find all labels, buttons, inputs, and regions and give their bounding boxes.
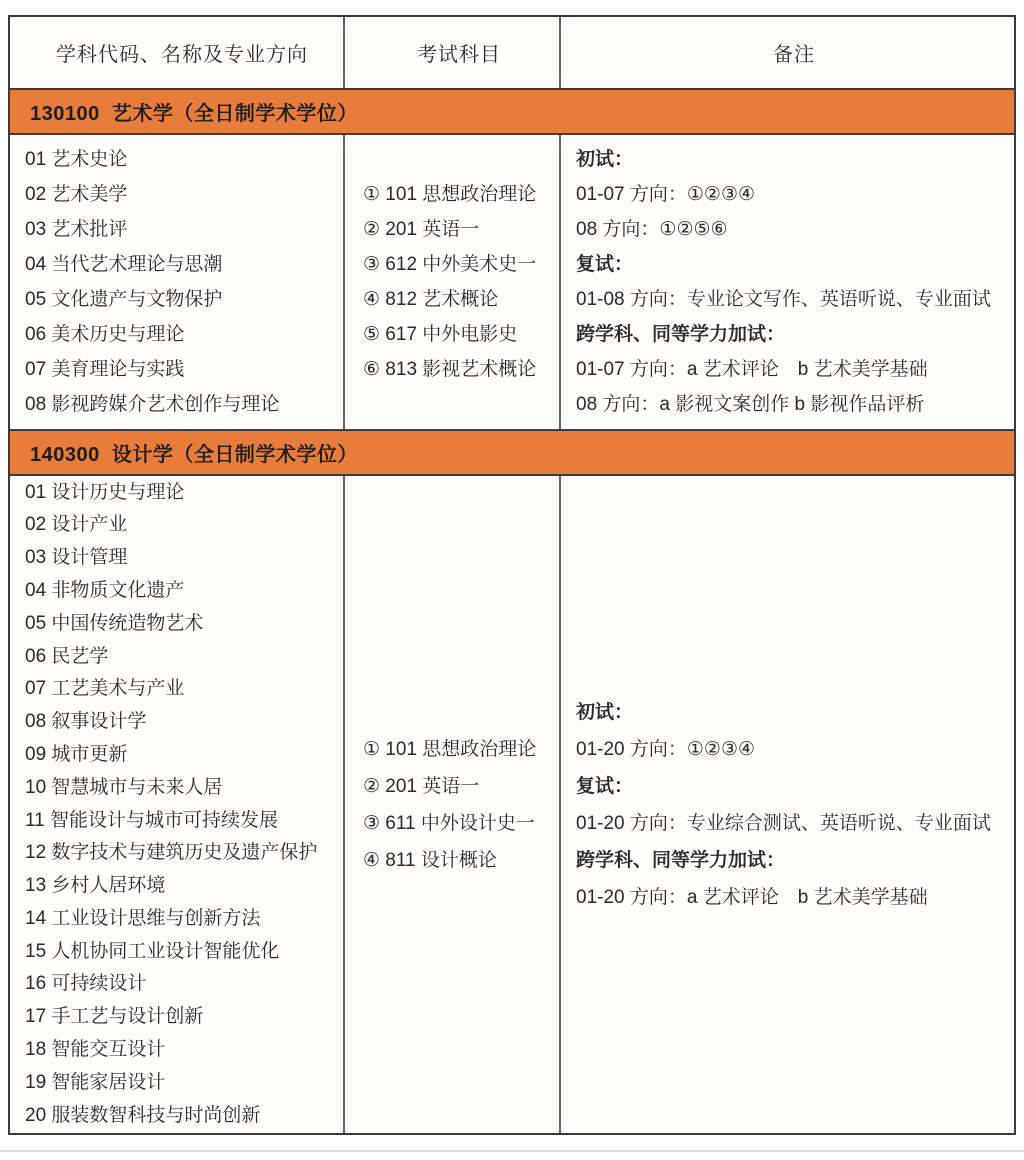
remark-line: 08 方向：①②⑤⑥ — [576, 219, 728, 240]
direction-item: 04 非物质文化遗产 — [25, 579, 185, 601]
exam-subject-item: ⑤ 617 中外电影史 — [363, 324, 518, 345]
remark-line: 01-08 方向：专业论文写作、英语听说、专业面试 — [576, 289, 991, 310]
direction-item: 14 工业设计思维与创新方法 — [25, 907, 261, 929]
subjects-cell-130100 — [345, 135, 561, 429]
remark-label: 初试： — [576, 149, 634, 170]
section-band-130100: 130100 艺术学（全日制学术学位） — [10, 88, 1014, 135]
directions-cell-140300 — [10, 476, 345, 1133]
direction-item: 16 可持续设计 — [25, 973, 147, 995]
remark-label: 复试： — [576, 254, 634, 275]
direction-item: 03 设计管理 — [25, 547, 128, 569]
remark-line: 01-07 方向：a 艺术评论 b 艺术美学基础 — [576, 359, 928, 380]
section-body-140300 — [10, 476, 1014, 1133]
remark-label: 跨学科、同等学力加试： — [576, 324, 786, 345]
exam-subject-item: ③ 612 中外美术史一 — [363, 254, 537, 275]
direction-item: 15 人机协同工业设计智能优化 — [25, 940, 280, 962]
exam-subject-item: ② 201 英语一 — [363, 219, 480, 240]
direction-item: 09 城市更新 — [25, 743, 128, 765]
subjects-cell-140300 — [345, 476, 561, 1133]
direction-item: 04 当代艺术理论与思潮 — [25, 254, 223, 275]
remark-label: 跨学科、同等学力加试： — [576, 849, 786, 871]
direction-item: 02 设计产业 — [25, 514, 128, 536]
exam-subject-item: ④ 812 艺术概论 — [363, 289, 499, 310]
direction-item: 11 智能设计与城市可持续发展 — [25, 809, 279, 831]
admissions-table — [8, 15, 1016, 1135]
direction-item: 08 叙事设计学 — [25, 711, 147, 733]
section-body-130100 — [10, 135, 1014, 429]
direction-item: 01 设计历史与理论 — [25, 481, 185, 503]
remark-line: 01-20 方向：专业综合测试、英语听说、专业面试 — [576, 812, 991, 834]
remark-line: 08 方向：a 影视文案创作 b 影视作品评析 — [576, 394, 925, 415]
direction-item: 03 艺术批评 — [25, 219, 128, 240]
remarks-cell-130100 — [561, 135, 1014, 429]
remark-label: 初试： — [576, 701, 634, 723]
remarks-cell-140300 — [561, 476, 1014, 1133]
direction-item: 19 智能家居设计 — [25, 1071, 166, 1093]
exam-subject-item: ③ 611 中外设计史一 — [363, 812, 535, 834]
direction-item: 02 艺术美学 — [25, 184, 128, 205]
page-edge-line — [0, 1150, 1024, 1152]
exam-subject-item: ② 201 英语一 — [363, 775, 480, 797]
exam-subject-item: ④ 811 设计概论 — [363, 849, 497, 871]
direction-item: 12 数字技术与建筑历史及遗产保护 — [25, 842, 318, 864]
remark-line: 01-20 方向：①②③④ — [576, 738, 756, 760]
direction-item: 07 美育理论与实践 — [25, 359, 185, 380]
direction-item: 13 乡村人居环境 — [25, 875, 166, 897]
direction-item: 20 服装数智科技与时尚创新 — [25, 1104, 261, 1126]
direction-item: 05 文化遗产与文物保护 — [25, 289, 223, 310]
direction-item: 08 影视跨媒介艺术创作与理论 — [25, 394, 280, 415]
exam-subject-item: ① 101 思想政治理论 — [363, 738, 537, 760]
table-header-row — [10, 17, 1014, 88]
direction-item: 06 民艺学 — [25, 645, 109, 667]
section-band-140300: 140300 设计学（全日制学术学位） — [10, 429, 1014, 476]
direction-item: 07 工艺美术与产业 — [25, 678, 185, 700]
col-header-program: 学科代码、名称及专业方向 — [10, 17, 345, 88]
direction-item: 18 智能交互设计 — [25, 1039, 166, 1061]
direction-item: 05 中国传统造物艺术 — [25, 612, 204, 634]
remark-label: 复试： — [576, 775, 634, 797]
col-header-remarks: 备注 — [773, 44, 815, 66]
directions-cell-130100 — [10, 135, 345, 429]
direction-item: 06 美术历史与理论 — [25, 324, 185, 345]
remark-line: 01-20 方向：a 艺术评论 b 艺术美学基础 — [576, 886, 928, 908]
exam-subject-item: ⑥ 813 影视艺术概论 — [363, 359, 537, 380]
direction-item: 01 艺术史论 — [25, 149, 128, 170]
col-header-exam-subjects: 考试科目 — [345, 17, 561, 88]
direction-item: 10 智慧城市与未来人居 — [25, 776, 223, 798]
direction-item: 17 手工艺与设计创新 — [25, 1006, 204, 1028]
remark-line: 01-07 方向：①②③④ — [576, 184, 756, 205]
exam-subject-item: ① 101 思想政治理论 — [363, 184, 537, 205]
